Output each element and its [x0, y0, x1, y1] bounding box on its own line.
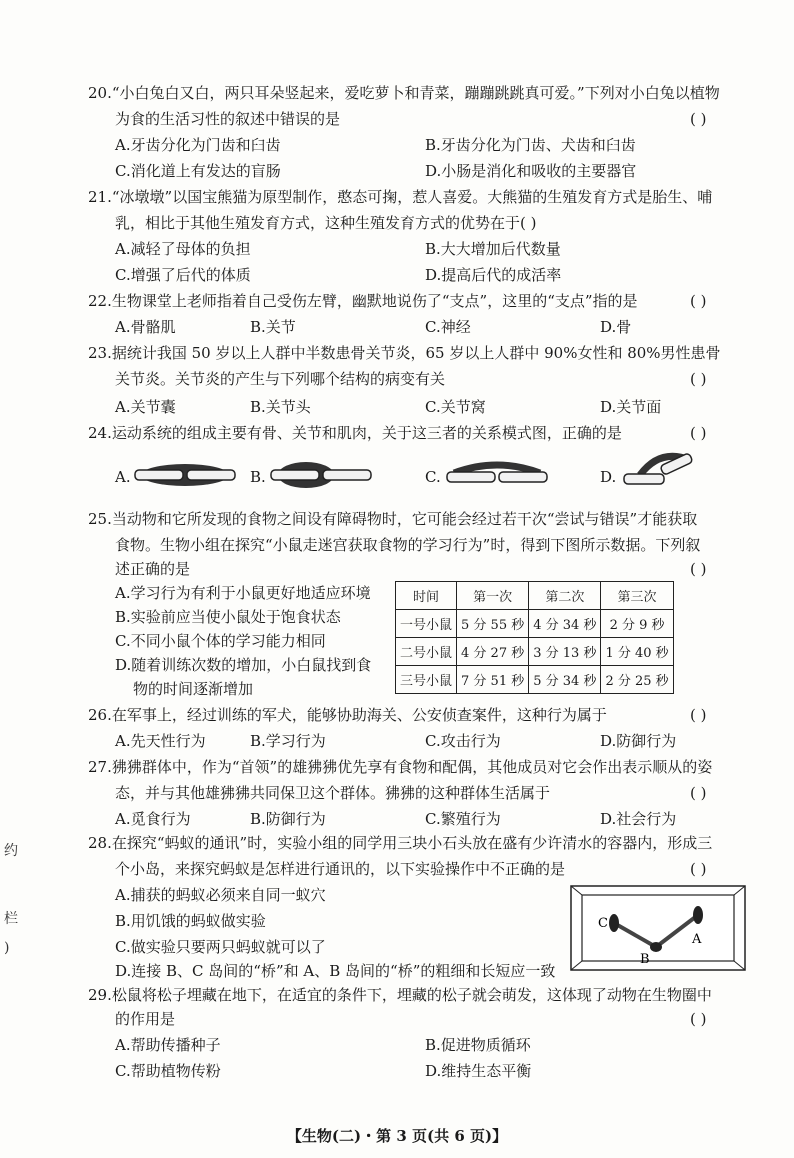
table-header-row [396, 582, 674, 610]
question-text: 21.“冰墩墩”以国宝熊猫为原型制作，憨态可掬，惹人喜爱。大熊猫的生殖发育方式是胎生、哺 [88, 188, 713, 206]
table-header: 时间 [396, 582, 457, 610]
answer-paren: ( ) [690, 292, 707, 310]
option-c: C.繁殖行为 [425, 810, 501, 828]
option-c: C.神经 [425, 318, 471, 336]
question-text: 为食的生活习性的叙述中错误的是 [115, 110, 341, 128]
question-text: 24.运动系统的组成主要有骨、关节和肌肉，关于这三者的关系模式图，正确的是 [88, 424, 622, 442]
bone-shape [447, 472, 495, 482]
table-header: 第二次 [529, 582, 601, 610]
island-c [609, 914, 619, 932]
answer-paren: ( ) [690, 110, 707, 128]
option-c: C.帮助植物传粉 [115, 1062, 221, 1080]
table-cell: 5 分 55 秒 [457, 610, 529, 638]
option-c: C. [425, 468, 441, 486]
question-text: 28.在探究“蚂蚁的通讯”时，实验小组的同学用三块小石头放在盛有少许清水的容器内，形成三 [88, 834, 713, 852]
answer-paren: ( ) [690, 706, 707, 724]
option-c: C.消化道上有发达的盲肠 [115, 162, 281, 180]
question-text: 的作用是 [115, 1010, 176, 1028]
page-footer: 【生物(二)・第 3 页(共 6 页)】 [286, 1127, 508, 1145]
question-text: 个小岛，来探究蚂蚁是怎样进行通讯的，以下实验操作中不正确的是 [115, 860, 566, 878]
bone-shape [499, 472, 547, 482]
table-cell: 2 分 25 秒 [601, 666, 673, 694]
table-header: 第一次 [457, 582, 529, 610]
table-cell: 4 分 27 秒 [457, 638, 529, 666]
option-b: B.关节 [250, 318, 296, 336]
option-b: B.实验前应当使小鼠处于饱食状态 [115, 608, 341, 626]
label-c: C [598, 916, 608, 931]
option-b: B.用饥饿的蚂蚁做实验 [115, 912, 266, 930]
bone-shape [323, 470, 371, 480]
option-a: A.减轻了母体的负担 [115, 240, 251, 258]
option-d: D.关节面 [600, 398, 662, 416]
option-c: C.关节窝 [425, 398, 486, 416]
option-b: B.学习行为 [250, 732, 326, 750]
answer-paren: ( ) [690, 1010, 707, 1028]
margin-mark: ) [4, 940, 10, 956]
question-text: 22.生物课堂上老师指着自己受伤左臂，幽默地说伤了“支点”，这里的“支点”指的是 [88, 292, 638, 310]
table-cell: 1 分 40 秒 [601, 638, 673, 666]
table-cell: 3 分 13 秒 [529, 638, 601, 666]
option-d: D.小肠是消化和吸收的主要器官 [425, 162, 637, 180]
table-cell: 4 分 34 秒 [529, 610, 601, 638]
table-row [396, 666, 674, 694]
island-b [650, 942, 662, 952]
question-text: 食物。生物小组在探究“小鼠走迷宫获取食物的学习行为”时，得到下图所示数据。下列叙 [115, 536, 701, 554]
option-d: D.防御行为 [600, 732, 677, 750]
joint-diagram-c [442, 455, 552, 495]
ant-island-diagram [570, 885, 746, 971]
option-c: C.做实验只要两只蚂蚁就可以了 [115, 938, 326, 956]
option-d: D.随着训练次数的增加，小白鼠找到食 [115, 656, 372, 674]
option-a: A.捕获的蚂蚁必须来自同一蚁穴 [115, 886, 326, 904]
option-a: A.牙齿分化为门齿和臼齿 [115, 136, 281, 154]
question-text: 乳，相比于其他生殖发育方式，这种生殖发育方式的优势在于( ) [115, 214, 537, 232]
question-text: 27.狒狒群体中，作为“首领”的雄狒狒优先享有食物和配偶，其他成员对它会作出表示顺从的姿 [88, 758, 713, 776]
table-row [396, 638, 674, 666]
joint-diagram-b [266, 455, 376, 495]
question-text: 述正确的是 [115, 560, 191, 578]
table-cell: 三号小鼠 [396, 666, 457, 694]
answer-paren: ( ) [690, 860, 707, 878]
option-b: B. [250, 468, 266, 486]
table-row [396, 610, 674, 638]
option-b: B.防御行为 [250, 810, 326, 828]
table-cell: 7 分 51 秒 [457, 666, 529, 694]
margin-mark: 约 [4, 843, 18, 859]
bone-shape [135, 470, 183, 480]
option-d: D.连接 B、C 岛间的“桥”和 A、B 岛间的“桥”的粗细和长短应一致 [115, 962, 556, 980]
option-d: D.维持生态平衡 [425, 1062, 532, 1080]
table-cell: 5 分 34 秒 [529, 666, 601, 694]
mouse-maze-table [395, 581, 674, 694]
table-cell: 二号小鼠 [396, 638, 457, 666]
table-cell: 一号小鼠 [396, 610, 457, 638]
bone-shape [271, 470, 319, 480]
label-b: B [640, 952, 650, 967]
joint-diagram-d [620, 450, 700, 495]
question-text: 20.“小白兔白又白，两只耳朵竖起来，爱吃萝卜和青菜，蹦蹦跳跳真可爱。”下列对小白兔以植物 [88, 84, 720, 102]
question-text: 23.据统计我国 50 岁以上人群中半数患骨关节炎，65 岁以上人群中 90%女性和 80%男性患骨 [88, 344, 721, 362]
option-d: D.骨 [600, 318, 632, 336]
question-text: 态，并与其他雄狒狒共同保卫这个群体。狒狒的这种群体生活属于 [115, 784, 551, 802]
question-text: 关节炎。关节炎的产生与下列哪个结构的病变有关 [115, 370, 446, 388]
option-a: A.骨骼肌 [115, 318, 176, 336]
option-a: A.帮助传播种子 [115, 1036, 221, 1054]
question-text: 25.当动物和它所发现的食物之间设有障碍物时，它可能会经过若干次“尝试与错误”才能获取 [88, 510, 698, 528]
option-b: B.关节头 [250, 398, 311, 416]
option-d-continued: 物的时间逐渐增加 [133, 680, 254, 698]
option-b: B.大大增加后代数量 [425, 240, 561, 258]
answer-paren: ( ) [690, 370, 707, 388]
bone-shape [624, 474, 664, 484]
option-b: B.牙齿分化为门齿、犬齿和臼齿 [425, 136, 636, 154]
bone-shape [187, 470, 235, 480]
margin-mark: 栏 [4, 911, 18, 927]
option-a: A.先天性行为 [115, 732, 206, 750]
option-a: A.关节囊 [115, 398, 176, 416]
label-a: A [692, 932, 702, 947]
answer-paren: ( ) [690, 424, 707, 442]
question-text: 29.松鼠将松子埋藏在地下，在适宜的条件下，埋藏的松子就会萌发，这体现了动物在生物圈中 [88, 986, 712, 1004]
option-d: D.提高后代的成活率 [425, 266, 562, 284]
option-b: B.促进物质循环 [425, 1036, 531, 1054]
table-cell: 2 分 9 秒 [601, 610, 673, 638]
table-header: 第三次 [601, 582, 673, 610]
option-d: D.社会行为 [600, 810, 677, 828]
answer-paren: ( ) [690, 560, 707, 578]
option-a: A. [115, 468, 131, 486]
option-a: A.觅食行为 [115, 810, 191, 828]
option-d: D. [600, 468, 617, 486]
option-a: A.学习行为有利于小鼠更好地适应环境 [115, 584, 371, 602]
answer-paren: ( ) [690, 784, 707, 802]
question-text: 26.在军事上，经过训练的军犬，能够协助海关、公安侦查案件，这种行为属于 [88, 706, 607, 724]
island-a [693, 906, 703, 924]
option-c: C.不同小鼠个体的学习能力相同 [115, 632, 326, 650]
joint-diagram-a [130, 455, 240, 495]
option-c: C.增强了后代的体质 [115, 266, 251, 284]
option-c: C.攻击行为 [425, 732, 501, 750]
